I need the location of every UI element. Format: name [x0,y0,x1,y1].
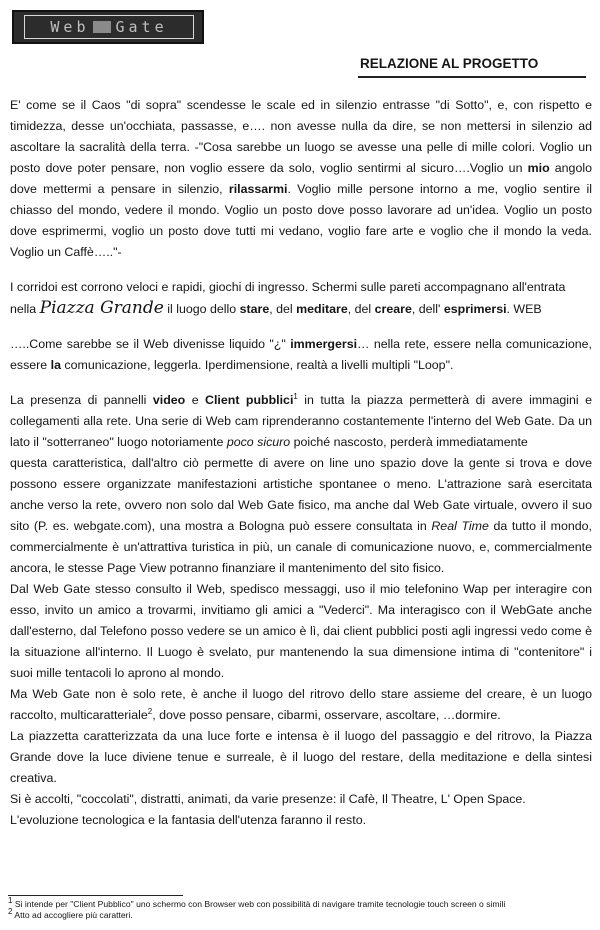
paragraph-consult: Dal Web Gate stesso consulto il Web, spedisco messaggi, uso il mio telefonino Wap per interagire con esso, invito un amico a trovarmi, invitiamo gli amici a "Vederci". Ma interagisco con il WebGate anche dall'esterno, dal Telefono posso vedere se un amico è lì, dai client pubblici posti agli ingressi vedo come è la situazione all'interno. Il Luogo è svelato, pur mantenendo la sua dimensione intima di "contenitore" i suoi mille tentacoli lo aprono al mondo. [10,582,592,680]
footnote-separator [8,895,183,896]
paragraph-corridors: I corridoi est corrono veloci e rapidi, giochi di ingresso. Schermi sulle pareti accompagnano all'entrata nella Piazza Grande il luogo dello stare, del meditare, del creare, dell' esprimersi. WEB [10,280,566,318]
logo-text-right: Gate [115,18,168,36]
logo-square-icon [93,21,111,33]
logo-text-left: Web [50,18,90,36]
piazza-grande-label: Piazza Grande [39,298,164,318]
footnote-ref-2: 2 [147,706,153,716]
paragraph-intro: E' come se il Caos "di sopra" scendesse le scale ed in silenzio entrasse "di Sotto", e, con rispetto e timidezza, desse un'occhiata, passasse, e…. non avesse nulla da dire, se non mettersi in silenzio ad ascoltare la sacralità della terra. -"Cosa sarebbe un luogo se avesse una pelle di mille colori. Voglio un posto dove poter pensare, non voglio essere da solo, voglio sentirmi al sicuro….Voglio un mio angolo dove mettermi a pensare in silenzio, rilassarmi. Voglio mille persone intorno a me, voglio sentire il chiasso del mondo, vedere il mondo. Voglio un posto dove posso lavorare ad un'idea. Voglio un posto dove esprimermi, voglio un posto dove tutti mi vedano, voglio fare arte e voglio che il mondo la veda. Voglio un Caffè….."- [10,98,592,259]
footnote-ref-1: 1 [293,391,298,401]
logo-frame [24,15,194,39]
paragraph-evolution: L'evoluzione tecnologica e la fantasia dell'utenza faranno il resto. [10,813,367,827]
footnote-1: $^1$ Si intende per "Client Pubblico" uno schermo con Browser web con possibilità di navigare tramite tecnologie touch screen o simili [8,896,506,909]
page-title: RELAZIONE AL PROGETTO [360,56,539,71]
paragraph-not-only-net: Ma Web Gate non è solo rete, è anche il luogo del ritrovo dello stare assieme del creare, è un luogo raccolto, multicaratteriale$^2$, dove posso pensare, cibarmi, osservare, ascoltare, …dormire. [10,687,592,722]
paragraph-web-liquid: …..Come sarebbe se il Web divenisse liquido "¿" immergersi… nella rete, essere nella comunicazione, essere la comunicazione, leggerla. Iperdimensione, realtà a livelli multipli "Loop". [10,337,592,372]
title-underline [358,76,586,78]
footnote-2: $^2$ Atto ad accogliere più caratteri. [8,907,133,920]
document-body [10,95,592,831]
paragraph-attraction: questa caratteristica, dall'altro ciò permette di avere on line uno spazio dove la gente si trova e dove possono essere organizzate manifestazioni artistiche spontanee o meno. L'attrazione sarà esercitata anche verso la rete, ovvero non solo dal Web Gate fisico, ma anche dal Web Gate virtuale, ovvero il suo sito (P. es. webgate.com), una mostra a Bologna può essere consultata in Real Time da tutto il mondo, commercialmente è un'attrattiva turistica in più, un canale di comunicazione nuovo, e, commercialmente ancora, le stesse Page View potranno finanziare il mantenimento del sito fisico. [10,456,592,575]
paragraph-panels: La presenza di pannelli video e Client pubblici$^1$ in tutta la piazza permetterà di avere immagini e collegamenti alla rete. Una serie di Web cam riprenderanno costantemente l'interno del Web Gate. Da un lato il "sotterraneo" luogo notoriamente poco sicuro poiché nascosto, perderà immediatamente [10,391,593,449]
paragraph-piazzetta: La piazzetta caratterizzata da una luce forte e intensa è il luogo del passaggio e del ritrovo, la Piazza Grande dove la luce diviene tenue e surreale, è il luogo del restare, della meditazione e della sintesi creativa. [10,729,592,785]
webgate-logo [12,10,204,44]
paragraph-welcomed: Si è accolti, "coccolati", distratti, animati, da varie presenze: il Cafè, Il Theatre, L' Open Space. [10,792,526,806]
